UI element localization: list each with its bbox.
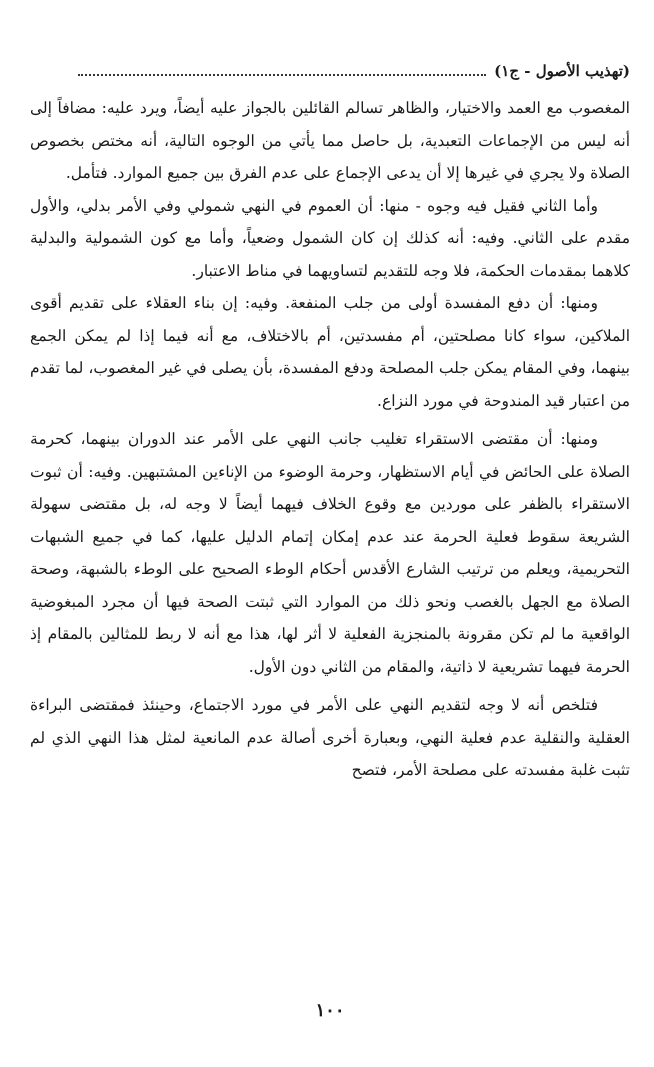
paragraph-5: فتلخص أنه لا وجه لتقديم النهي على الأمر في مورد الاجتماع، وحينئذ فمقتضى البراءة العقلية والنقلية عدم فعلية النهي، وبعبارة أخرى أصالة عدم المانعية لمثل هذا النهي الذي لم تثبت غلبة مفسدته على مصلحة الأمر، فتصح [30, 696, 630, 779]
paragraph-1: المغصوب مع العمد والاختيار، والظاهر تسالم القائلين بالجواز عليه أيضاً، ويرد عليه: مضافاً إلى أنه ليس من الإجماعات التعبدية، بل حاصل مما يأتي من الوجوه التالية، أنه مختص بخصوص الصلاة ولا يجري في غيرها إلا أن يدعى الإجماع على عدم الفرق بين جميع الموارد. فتأمل. [30, 99, 630, 182]
page-number: ١٠٠ [315, 1000, 345, 1021]
paragraph-4: ومنها: أن مقتضى الاستقراء تغليب جانب النهي على الأمر عند الدوران بينهما، كحرمة الصلاة على الحائض في أيام الاستظهار، وحرمة الوضوء من الإناءين المشتبهين. وفيه: أن ثبوت الاستقراء بالظفر على موردين مع وقوع الخلاف فيهما أيضاً لا وجه له، بل مقتضى سهولة الشريعة سقوط فعلية الحرمة عند عدم إمكان إتمام الدليل عليها، كما في جميع الشبهات التحريمية، ويعلم من ترتيب الشارع الأقدس أحكام الوطء الصحيح على الوطء بالشبهة، وصحة الصلاة مع الجهل بالغصب ونحو ذلك من الموارد التي ثبتت الصحة فيها أن مجرد المبغوضية الواقعية ما لم تكن مقرونة بالمنجزية الفعلية لا أثر لها، هذا مع أنه لا ربط للمثالين بالمقام إذ الحرمة فيهما تشريعية لا ذاتية، والمقام من الثاني دون الأول. [30, 430, 630, 676]
paragraph-3: ومنها: أن دفع المفسدة أولى من جلب المنفعة. وفيه: إن بناء العقلاء على تقديم أقوى الملاكين، سواء كانا مصلحتين، أم مفسدتين، أم بالاختلاف، مع أنه فيما إذا لم يمكن الجمع بينهما، وفي المقام يمكن جلب المصلحة ودفع المفسدة، بأن يصلى في غير المغصوب، لما تقدم من اعتبار قيد المندوحة في مورد النزاع. [30, 294, 630, 410]
running-header [70, 62, 630, 80]
paragraph-2: وأما الثاني فقيل فيه وجوه - منها: أن العموم في النهي شمولي وفي الأمر بدلي، والأول مقدم على الثاني. وفيه: أنه كذلك إن كان الشمول وضعياً، وأما مع كون الشمولية والبدلية كلاهما بمقدمات الحكمة، فلا وجه للتقديم لتساويهما في مناط الاعتبار. [30, 196, 630, 280]
document-page [30, 0, 630, 1067]
body-text [30, 92, 630, 787]
header-dotted-leader [78, 66, 486, 76]
header-title: (تهذيب الأصول - ج١) [494, 62, 630, 80]
